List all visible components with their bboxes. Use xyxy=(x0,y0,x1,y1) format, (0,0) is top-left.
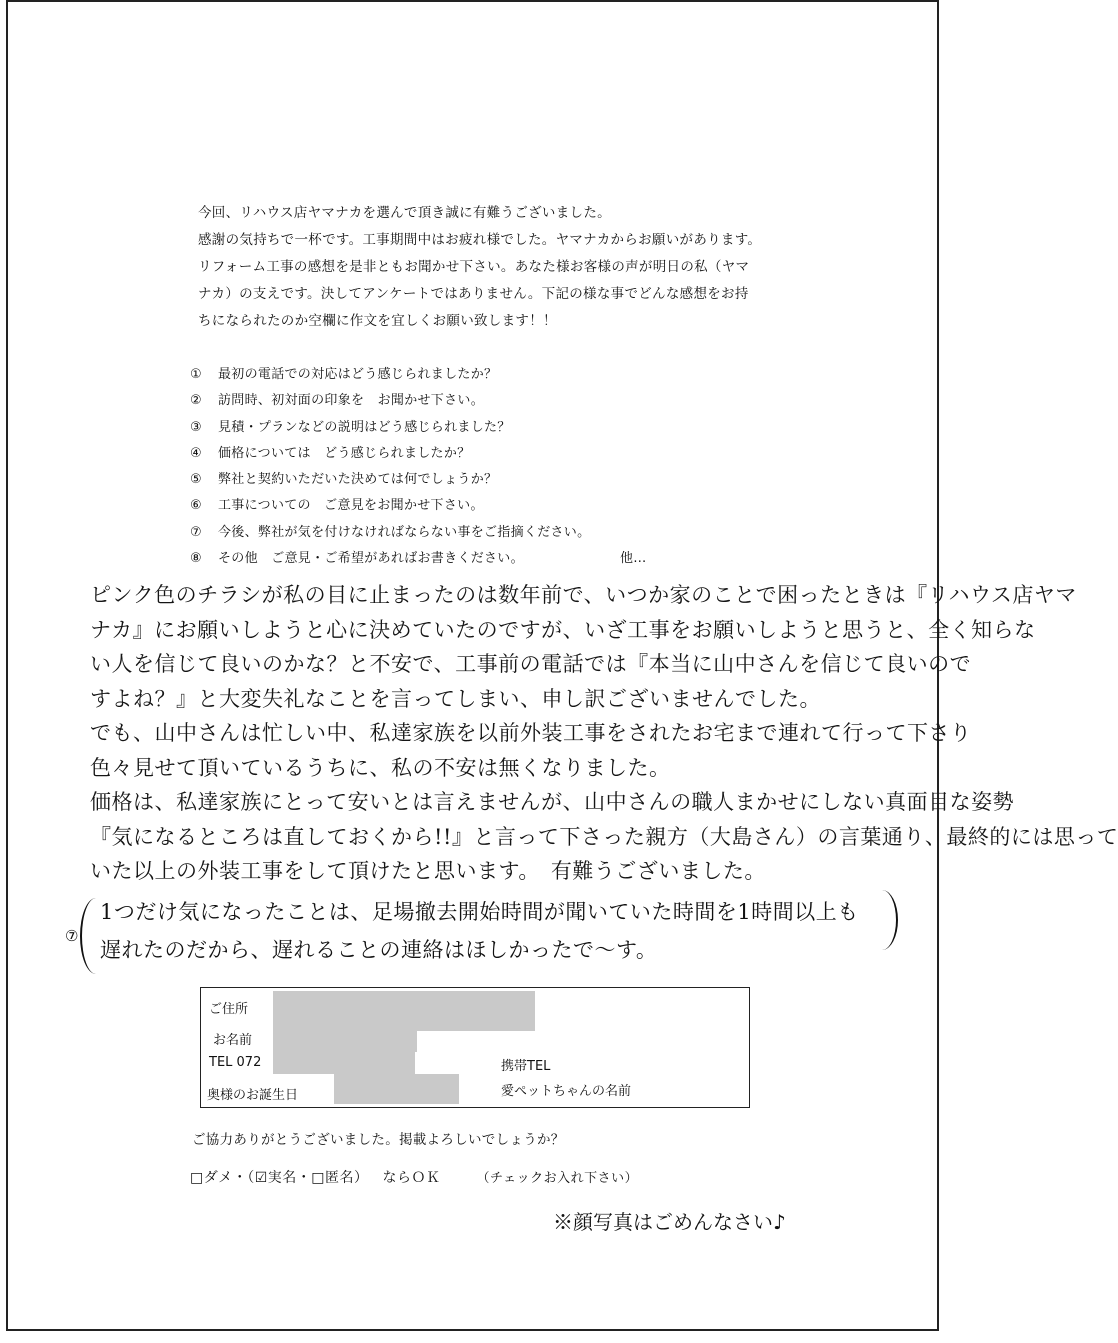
address-label: ご住所 xyxy=(209,1002,249,1017)
consent-hint: （チェックお入れ下さい） xyxy=(476,1171,639,1186)
redacted-birthday xyxy=(334,1074,459,1104)
question-item xyxy=(190,546,710,572)
handwritten-line: 価格は、私達家族にとって安いとは言えませんが、山中さんの職人まかせにしない真面目な姿勢 xyxy=(90,790,1015,814)
question-item xyxy=(190,520,710,546)
question-number: ⑧ xyxy=(190,551,202,567)
handwritten-line: いた以上の外装工事をして頂けたと思います。 有難うございました。 xyxy=(90,859,766,883)
handwritten-line: すよね？』と大変失礼なことを言ってしまい、申し訳ございませんでした。 xyxy=(90,686,821,711)
question-item xyxy=(190,415,710,441)
intro-line: 感謝の気持ちで一杯です。工事期間中はお疲れ様でした。ヤマナカからお願いがあります。 xyxy=(198,232,762,248)
note-line: 1つだけ気になったことは、足場撤去開始時間が聞いていた時間を1時間以上も xyxy=(100,900,859,924)
handwritten-line: でも、山中さんは忙しい中、私達家族を以前外装工事をされたお宅まで連れて行って下さり xyxy=(90,721,972,745)
redacted-address xyxy=(273,991,535,1031)
customer-info-box xyxy=(200,987,750,1108)
intro-line: ちになられたのか空欄に作文を宜しくお願い致します！！ xyxy=(198,313,557,329)
question-number: ⑤ xyxy=(190,472,202,488)
question-text: 工事についての ご意見をお聞かせ下さい。 xyxy=(218,498,484,514)
question-list xyxy=(190,362,710,572)
question-number: ⑦ xyxy=(190,524,202,540)
handwritten-line: ピンク色のチラシが私の目に止まったのは数年前で、いつか家のことで困ったときは『リハウス店ヤマ xyxy=(90,583,1077,607)
handwritten-response xyxy=(90,578,1118,889)
question-number: ② xyxy=(190,393,202,409)
question-text: 価格については どう感じられましたか？ xyxy=(218,445,471,461)
consent-ok-text: ならＯＫ xyxy=(382,1170,441,1186)
redacted-tel xyxy=(273,1052,415,1074)
question-item xyxy=(190,467,710,493)
question-item xyxy=(190,441,710,467)
question-text: 訪問時、初対面の印象を お聞かせ下さい。 xyxy=(218,393,485,409)
consent-choice-text: □ダメ・（☑実名・□匿名） xyxy=(190,1170,369,1186)
consent-choices xyxy=(190,1167,638,1187)
handwritten-note xyxy=(100,893,890,969)
consent-question: ご協力ありがとうございました。掲載よろしいでしょうか？ xyxy=(192,1132,565,1148)
question-text: 今後、弊社が気を付けなければならない事をご指摘ください。 xyxy=(218,524,591,540)
intro-line: 今回、リハウス店ヤマナカを選んで頂き誠に有難うございました。 xyxy=(198,205,611,221)
question-text: 最初の電話での対応はどう感じられましたか？ xyxy=(218,367,498,382)
name-label: お名前 xyxy=(213,1033,253,1048)
question-number: ⑥ xyxy=(190,498,202,514)
handwritten-line: 『気になるところは直しておくから!!』と言って下さった親方（大島さん）の言葉通り、最終的には思って xyxy=(90,824,1118,849)
question-item xyxy=(190,493,710,519)
intro-paragraph xyxy=(198,200,838,335)
postscript-note: ※顔写真はごめんなさい♪ xyxy=(553,1210,786,1234)
intro-line: リフォーム工事の感想を是非ともお聞かせ下さい。あなた様お客様の声が明日の私（ヤマ xyxy=(198,259,750,275)
question-item xyxy=(190,388,710,414)
question-item xyxy=(190,362,710,388)
wife-birthday-label: 奥様のお誕生日 xyxy=(207,1088,299,1103)
mobile-tel-label: 携帯TEL xyxy=(501,1059,551,1074)
redacted-name xyxy=(273,1030,417,1052)
handwritten-line: ナカ』にお願いしようと心に決めていたのですが、いざ工事をお願いしようと思うと、全く知らな xyxy=(90,617,1036,642)
pet-name-label: 愛ペットちゃんの名前 xyxy=(501,1084,632,1099)
question-extra: 他… xyxy=(620,551,647,567)
note-line: 遅れたのだから、遅れることの連絡はほしかったで〜す。 xyxy=(100,938,658,962)
intro-line: ナカ）の支えです。決してアンケートではありません。下記の様な事でどんな感想をお持 xyxy=(198,286,749,302)
handwritten-line: 色々見せて頂いているうちに、私の不安は無くなりました。 xyxy=(90,755,671,780)
question-number: ④ xyxy=(190,445,202,461)
question-number: ① xyxy=(190,367,202,382)
tel-label: TEL 072 xyxy=(209,1055,262,1070)
question-text: 弊社と契約いただいた決めては何でしょうか？ xyxy=(218,472,498,488)
handwritten-line: い人を信じて良いのかな？と不安で、工事前の電話では『本当に山中さんを信じて良いので xyxy=(90,652,972,676)
question-text: 見積・プランなどの説明はどう感じられました？ xyxy=(218,419,511,435)
question-number: ③ xyxy=(190,419,202,435)
note-mark: ⑦ xyxy=(65,927,79,945)
question-text: その他 ご意見・ご希望があればお書きください。 xyxy=(218,551,524,567)
